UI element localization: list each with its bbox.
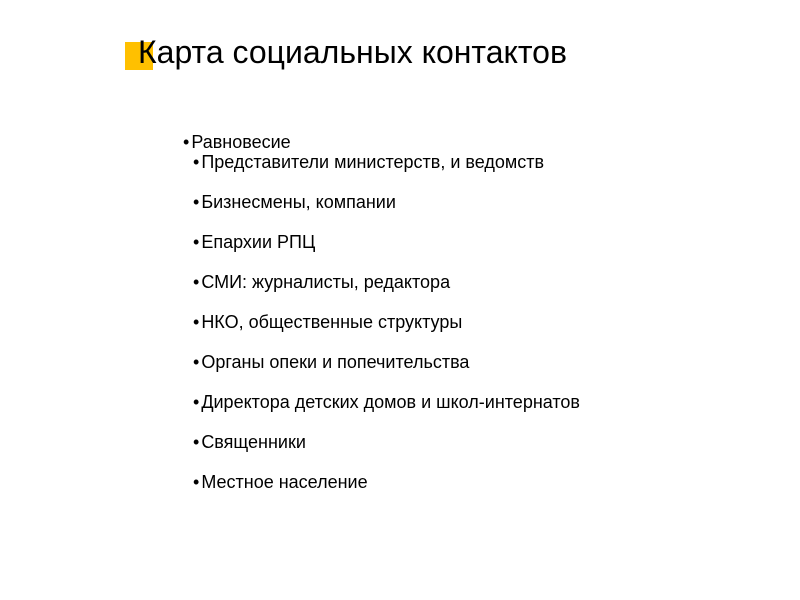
list-item <box>193 470 580 510</box>
list-item-label: Органы опеки и попечительства <box>201 352 470 372</box>
list-item <box>193 350 580 390</box>
bullet-icon: • <box>193 352 200 372</box>
bullet-icon: • <box>183 132 190 152</box>
bullet-icon: • <box>193 192 200 212</box>
list-item <box>193 270 580 310</box>
bullet-icon: • <box>193 312 200 332</box>
top-bullet-label: Равновесие <box>191 132 291 152</box>
list-item <box>193 430 580 470</box>
list-item <box>193 390 580 430</box>
bullet-icon: • <box>193 392 200 412</box>
list-item-label: Священники <box>201 432 306 452</box>
list-item-label: Представители министерств, и ведомств <box>201 152 545 172</box>
bullet-icon: • <box>193 152 200 172</box>
list-item-label: Бизнесмены, компании <box>201 192 396 212</box>
list-item-label: СМИ: журналисты, редактора <box>201 272 451 292</box>
list-item-label: Епархии РПЦ <box>201 232 316 252</box>
list-item-label: Местное население <box>201 472 368 492</box>
list-item-label: Директора детских домов и школ-интернатов <box>201 392 580 412</box>
list-item <box>193 310 580 350</box>
list-item <box>193 150 580 190</box>
list-item-label: НКО, общественные структуры <box>201 312 463 332</box>
bullet-icon: • <box>193 472 200 492</box>
slide-title: Карта социальных контактов <box>138 34 567 70</box>
bullet-icon: • <box>193 272 200 292</box>
bullet-icon: • <box>193 232 200 252</box>
bullet-icon: • <box>193 432 200 452</box>
contact-list <box>193 150 580 510</box>
list-item <box>193 190 580 230</box>
list-item <box>193 230 580 270</box>
